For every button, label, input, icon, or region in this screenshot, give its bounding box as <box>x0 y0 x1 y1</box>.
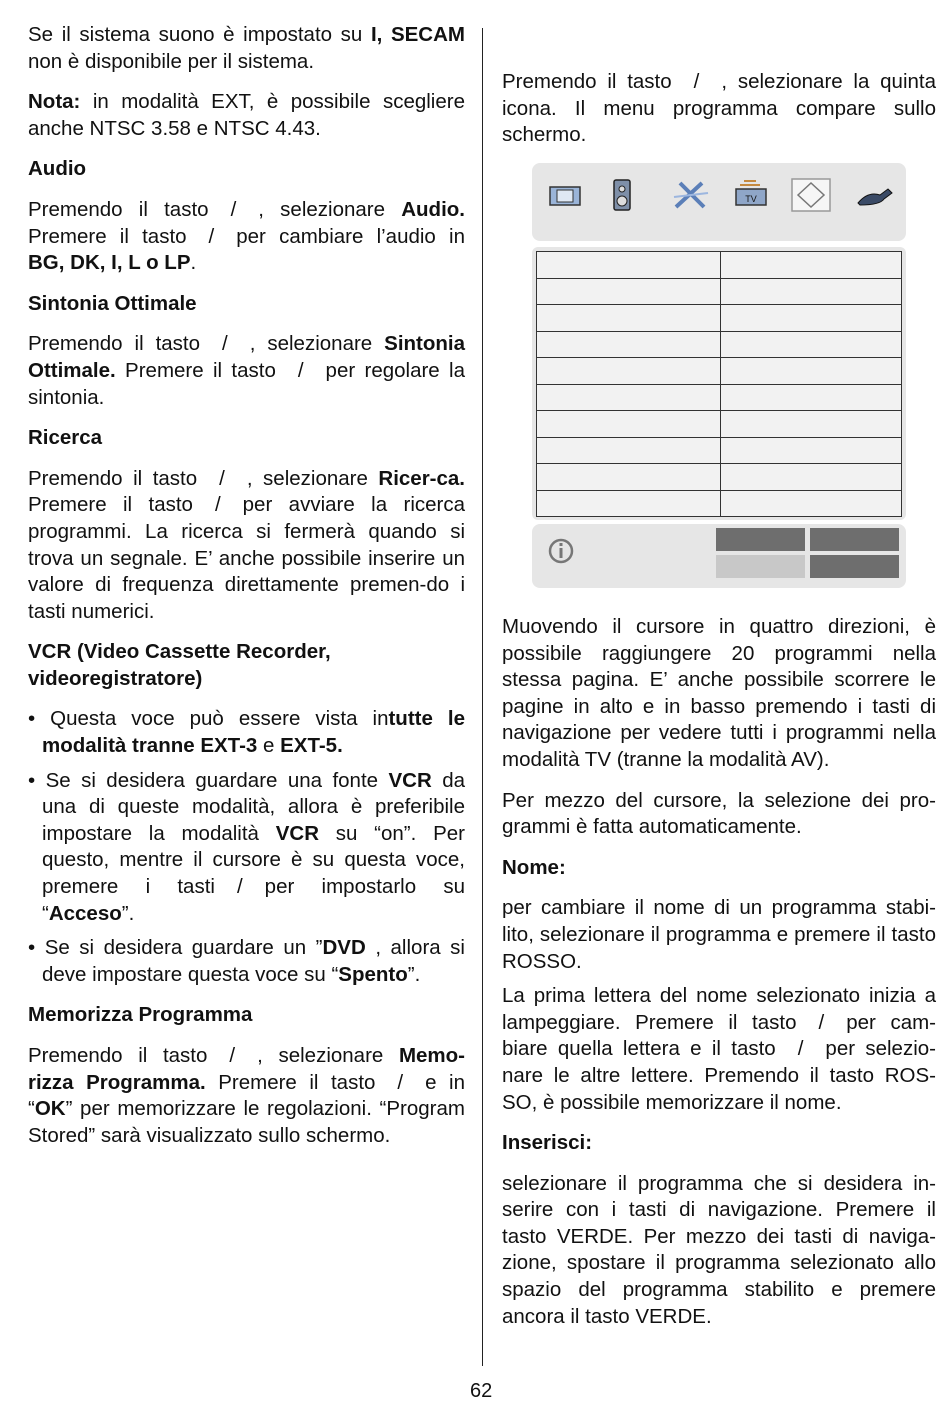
vcr-bullet-1: • Questa voce può essere vista intutte le modalità tranne EXT-3 e EXT-5. <box>28 707 465 758</box>
program-menu-figure <box>532 163 906 588</box>
program-table-icon[interactable] <box>854 177 896 213</box>
program-slot-right[interactable] <box>721 252 902 279</box>
program-slot-left[interactable] <box>537 490 721 517</box>
picture-icon[interactable] <box>544 177 586 213</box>
nome-paragraph-2: La prima lettera del nome selezionato inizia a lampeggiare. Premere il tasto / per cam-biare quella lettera e il tasto / per selezio-nare le altre lettere. Premendo il tasto ROS-SO, è possibile memorizzare il nome. <box>502 984 936 1114</box>
yellow-key-swatch <box>716 555 805 578</box>
program-row[interactable] <box>537 305 902 332</box>
svg-text:TV: TV <box>745 194 757 204</box>
program-slot-right[interactable] <box>721 384 902 411</box>
program-slot-right[interactable] <box>721 331 902 358</box>
green-key-swatch <box>810 528 899 551</box>
program-slot-left[interactable] <box>537 384 721 411</box>
column-divider <box>482 28 483 1366</box>
sound-icon[interactable] <box>602 177 644 213</box>
program-row[interactable] <box>537 278 902 305</box>
program-slot-right[interactable] <box>721 411 902 438</box>
audio-paragraph: Premendo il tasto / , selezionare Audio. Premere il tasto / per cambiare l’audio in BG, DK, I, L o LP. <box>28 197 465 275</box>
program-slot-right[interactable] <box>721 437 902 464</box>
ricerca-paragraph: Premendo il tasto / , selezionare Ricer-ca. Premere il tasto / per avviare la ricerca programmi. La ricerca si fermerà quando si trova un segnale. E’ anche possibile inserire un valore di frequenza direttamente premen-do i tasti numerici. <box>28 466 466 623</box>
memorizza-heading: Memorizza Programma <box>28 1003 253 1027</box>
program-row[interactable] <box>537 384 902 411</box>
program-slot-left[interactable] <box>537 437 721 464</box>
nome-paragraph-1: per cambiare il nome di un programma stabi-lito, selezionare il programma e premere il tasto ROSSO. <box>502 896 936 973</box>
program-slot-right[interactable] <box>721 358 902 385</box>
ricerca-heading: Ricerca <box>28 426 103 450</box>
cursore-paragraph: Per mezzo del cursore, la selezione dei pro-grammi è fatta automaticamente. <box>502 788 936 839</box>
program-row[interactable] <box>537 252 902 279</box>
program-table <box>536 251 902 517</box>
program-row[interactable] <box>537 464 902 491</box>
program-row[interactable] <box>537 411 902 438</box>
install-icon[interactable] <box>730 177 772 213</box>
memorizza-paragraph: Premendo il tasto / , selezionare Memo-rizza Programma. Premere il tasto / e in “OK” per memorizzare le regolazioni. “Program Stored” sarà visualizzato sullo schermo. <box>28 1044 465 1147</box>
muovendo-paragraph: Muovendo il cursore in quattro direzioni, è possibile raggiungere 20 programmi nella stessa pagina. E’ anche possibile scorrere le pagine in alto e in basso premendo i tasti di navigazione per vedere tutti i programmi nella modalità TV (tranne la modalità AV). <box>502 615 936 771</box>
vcr-bullet-3: • Se si desidera guardare un ”DVD , allora si deve impostare questa voce su “Spento”. <box>28 936 465 986</box>
program-grid <box>532 247 906 520</box>
right-column-bottom <box>502 614 936 1344</box>
features-icon[interactable] <box>670 177 712 213</box>
program-row[interactable] <box>537 437 902 464</box>
info-icon <box>548 538 574 564</box>
program-slot-left[interactable] <box>537 278 721 305</box>
red-key-swatch <box>716 528 805 551</box>
inserisci-paragraph: selezionare il programma che si desidera in-serire con i tasti di navigazione. Premere il tasto VERDE. Per mezzo dei tasti di naviga-zione, spostare il programma selezionato allo spazio del programma stabilito e premere ancora il tasto VERDE. <box>502 1171 936 1328</box>
program-slot-left[interactable] <box>537 331 721 358</box>
program-row[interactable] <box>537 490 902 517</box>
source-icon[interactable] <box>790 177 832 213</box>
program-slot-left[interactable] <box>537 411 721 438</box>
menu-footer <box>532 524 906 588</box>
program-slot-right[interactable] <box>721 490 902 517</box>
vcr-heading: VCR (Video Cassette Recorder, videoregistratore) <box>28 640 331 690</box>
sintonia-heading: Sintonia Ottimale <box>28 291 197 315</box>
audio-heading: Audio <box>28 157 87 181</box>
program-slot-right[interactable] <box>721 305 902 332</box>
program-row[interactable] <box>537 331 902 358</box>
program-slot-left[interactable] <box>537 305 721 332</box>
program-slot-left[interactable] <box>537 464 721 491</box>
program-slot-right[interactable] <box>721 464 902 491</box>
inserisci-heading: Inserisci: <box>502 1131 593 1155</box>
nota-paragraph: Nota: in modalità EXT, è possibile scegliere anche NTSC 3.58 e NTSC 4.43. <box>28 90 465 140</box>
vcr-bullet-2: • Se si desidera guardare una fonte VCR da una di queste modalità, allora è preferibile impostare la modalità VCR su “on”. Per questo, mentre il cursore è su questa voce, premere i tasti / per impostarlo su “Acceso”. <box>28 768 466 925</box>
blue-key-swatch <box>810 555 899 578</box>
menu-icon-bar <box>532 163 906 241</box>
right-column-top <box>502 69 936 163</box>
system-note: Se il sistema suono è impostato su I, SECAM non è disponibile per il sistema. <box>28 23 465 73</box>
left-column <box>28 22 465 1163</box>
page-number: 62 <box>470 1380 493 1402</box>
nome-heading: Nome: <box>502 855 566 879</box>
sintonia-paragraph: Premendo il tasto / , selezionare Sintonia Ottimale. Premere il tasto / per regolare la sintonia. <box>28 332 465 409</box>
intro-paragraph: Premendo il tasto / , selezionare la quinta icona. Il menu programma compare sullo schermo. <box>502 70 937 147</box>
program-row[interactable] <box>537 358 902 385</box>
program-slot-left[interactable] <box>537 252 721 279</box>
program-slot-right[interactable] <box>721 278 902 305</box>
program-slot-left[interactable] <box>537 358 721 385</box>
